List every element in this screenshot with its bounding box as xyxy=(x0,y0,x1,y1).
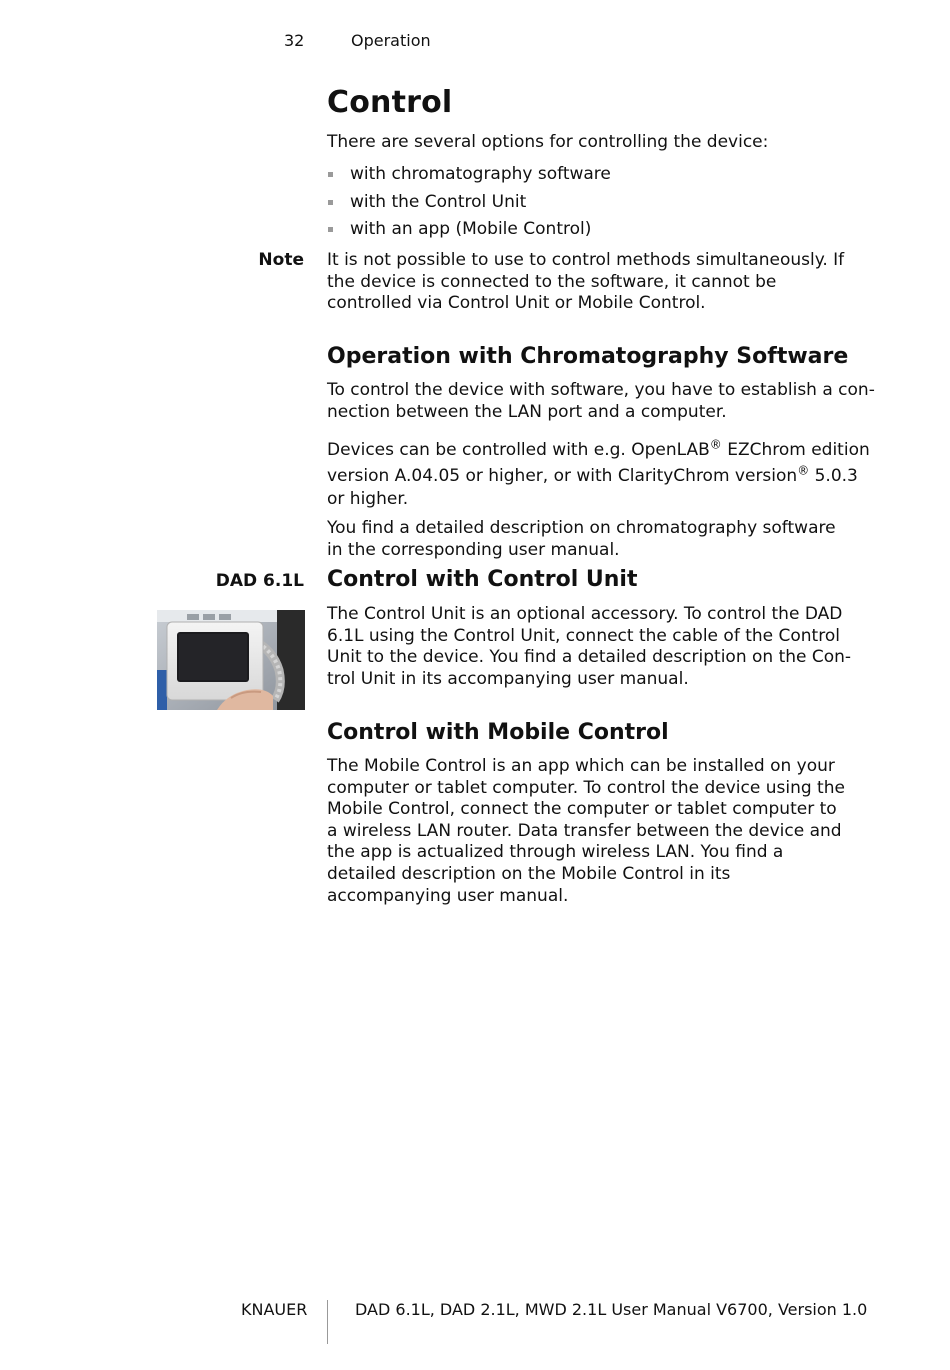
list-item: with the Control Unit xyxy=(327,192,847,220)
control-unit-image xyxy=(157,610,305,710)
footer-document-title: DAD 6.1L, DAD 2.1L, MWD 2.1L User Manual V6700, Version 1.0 xyxy=(355,1300,868,1319)
mobile-control-paragraph: The Mobile Control is an app which can be installed on your computer or tablet computer. To control the device using the Mobile Control, connect the computer or tablet computer to a wireless LAN router. Data transfer between the device and the app is actualized through wireless LAN. You find a detailed description on the Mobile Control in its accompanying user manual. xyxy=(327,756,845,906)
section-title-control: Control xyxy=(327,85,453,120)
note-text: It is not possible to use to control methods simultaneously. If the device is connected to the software, it cannot be controlled via Control Unit or Mobile Control. xyxy=(327,250,845,314)
bullet-icon xyxy=(328,172,333,177)
page-number: 32 xyxy=(284,31,305,50)
software-paragraph-3: You find a detailed description on chromatography software in the corresponding user manual. xyxy=(327,518,836,560)
note-label: Note xyxy=(258,250,304,270)
bullet-icon xyxy=(328,200,333,205)
registered-mark: ® xyxy=(797,463,810,478)
control-options-list xyxy=(327,164,847,247)
list-item: with chromatography software xyxy=(327,164,847,192)
control-unit-paragraph: The Control Unit is an optional accessory. To control the DAD 6.1L using the Control Unit, connect the cable of the Control Unit to the device. You find a detailed description on the Con- trol Unit in its accompanying user manual. xyxy=(327,604,852,689)
model-label: DAD 6.1L xyxy=(215,571,304,591)
control-unit-photo xyxy=(157,610,305,710)
footer-brand: KNAUER xyxy=(241,1300,308,1319)
control-intro: There are several options for controlling the device: xyxy=(327,132,769,152)
running-header: Operation xyxy=(351,31,431,50)
bullet-icon xyxy=(328,227,333,232)
footer-divider xyxy=(327,1300,328,1344)
registered-mark: ® xyxy=(709,437,722,452)
software-paragraph-1: To control the device with software, you have to establish a con- nection between the LAN port and a computer. xyxy=(327,380,875,422)
section-title-control-unit: Control with Control Unit xyxy=(327,567,638,592)
software-paragraph-2: Devices can be controlled with e.g. OpenLAB® EZChrom edition version A.04.05 or higher, or with ClarityChrom version® 5.0.3 or higher. xyxy=(327,437,870,509)
section-title-mobile-control: Control with Mobile Control xyxy=(327,720,669,745)
list-item: with an app (Mobile Control) xyxy=(327,219,847,247)
section-title-software: Operation with Chromatography Software xyxy=(327,344,849,369)
